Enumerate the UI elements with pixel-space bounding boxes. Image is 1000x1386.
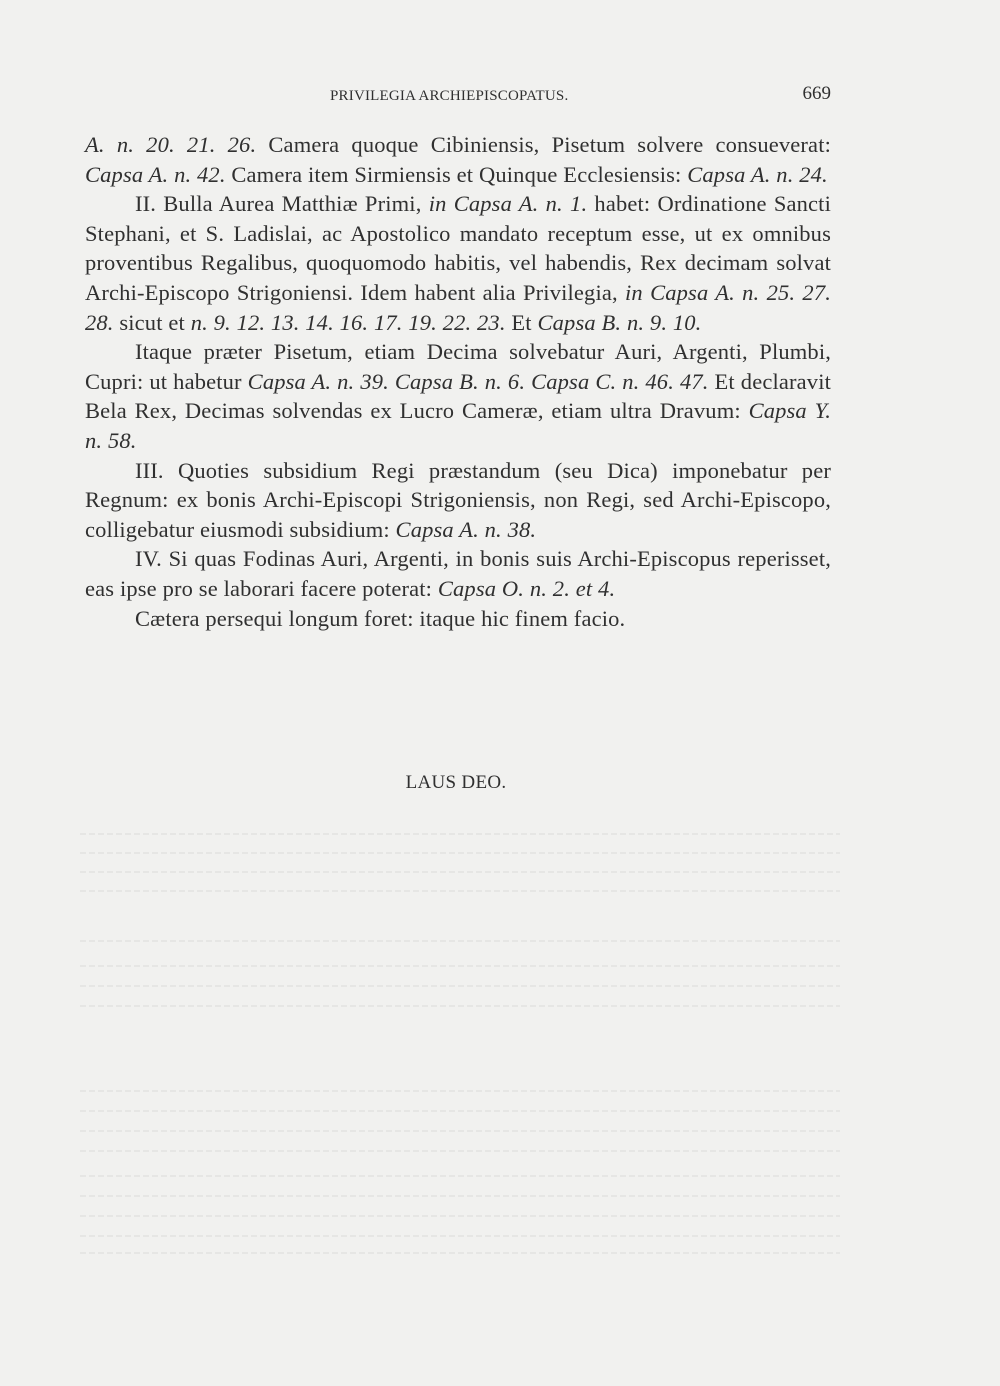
bleed-through-line [80, 940, 840, 942]
citation-text: in Capsa A. n. 1. [428, 191, 588, 217]
bleed-through-line [80, 985, 840, 987]
body-text-run: Cætera persequi longum foret: itaque hic finem facio. [135, 605, 626, 631]
body-text [85, 130, 831, 633]
page-number: 669 [802, 83, 831, 104]
bleed-through-line [80, 1150, 840, 1152]
paragraph [85, 130, 831, 189]
closing-line [0, 772, 1000, 794]
bleed-through-line [80, 890, 840, 892]
bleed-through-line [80, 1005, 840, 1007]
bleed-through-line [80, 1252, 840, 1254]
body-text-run: habet: Ordinatione Sancti Stephani, et S. Ladislai, ac Apostolico mandato receptum esse, ut ex omnibus proventibus Regalibus, quoquomodo habitis, vel habendis, Rex decimam solvat Archi-Episcopo Strigoniensi. Idem habent alia Privilegia, [85, 191, 831, 305]
body-text-run: Camera item Sirmiensis et Quinque Ecclesiensis: [225, 161, 688, 187]
bleed-through-line [80, 1195, 840, 1197]
closing-text: LAUS DEO. [405, 772, 507, 793]
bleed-through-line [80, 871, 840, 873]
paragraph [85, 544, 831, 603]
paragraph [85, 337, 831, 455]
body-text-run: sicut et [113, 309, 191, 335]
body-text-run: II. Bulla Aurea Matthiæ Primi, [135, 191, 429, 217]
bleed-through-line [80, 833, 840, 835]
paragraph [85, 189, 831, 337]
running-title: PRIVILEGIA ARCHIEPISCOPATUS. [330, 88, 569, 104]
bleed-through-line [80, 852, 840, 854]
citation-text: Capsa O. n. 2. et 4. [437, 575, 616, 601]
body-text-run: Camera quoque Cibiniensis, Pisetum solvere consueverat: [256, 132, 831, 157]
citation-text: Capsa A. n. 38. [395, 516, 537, 542]
body-text-run: IV. Si quas Fodinas Auri, Argenti, in bonis suis Archi-Episcopus reperisset, eas ipse pro se laborari facere poterat: [85, 546, 831, 601]
body-text-run: Itaque præter Pisetum, etiam Decima solvebatur Auri, Argenti, Plumbi, Cupri: ut habetur [85, 339, 831, 394]
bleed-through-line [80, 1090, 840, 1092]
bleed-through-line [80, 1175, 840, 1177]
citation-text: Capsa A. n. 42. [85, 161, 226, 187]
body-text-run: III. Quoties subsidium Regi præstandum (seu Dica) imponebatur per Regnum: ex bonis Archi-Episcopi Strigoniensis, non Regi, sed Archi-Episcopo, colligebatur eiusmodi subsidium: [85, 457, 831, 542]
bleed-through-line [80, 1110, 840, 1112]
citation-text: Capsa A. n. 39. Capsa B. n. 6. Capsa C. n. 46. 47. [247, 368, 709, 394]
citation-text: in Capsa A. n. 25. 27. 28. [85, 279, 832, 335]
bleed-through-line [80, 1215, 840, 1217]
bleed-through-line [80, 1130, 840, 1132]
citation-text: Capsa Y. n. 58. [85, 398, 831, 453]
paragraph [85, 604, 831, 634]
bleed-through-line [80, 1235, 840, 1237]
citation-text: A. n. 20. 21. 26. [85, 132, 257, 157]
citation-text: n. 9. 12. 13. 14. 16. 17. 19. 22. 23. [190, 309, 506, 335]
citation-text: Capsa A. n. 24. [687, 161, 828, 187]
body-text-run: Et declaravit Bela Rex, Decimas solvendas ex Lucro Cameræ, etiam ultra Dravum: [85, 368, 831, 424]
paragraph [85, 456, 831, 545]
running-head [85, 83, 831, 107]
citation-text: Capsa B. n. 9. 10. [537, 309, 702, 335]
body-text-run: Et [505, 309, 538, 335]
bleed-through-line [80, 965, 840, 967]
